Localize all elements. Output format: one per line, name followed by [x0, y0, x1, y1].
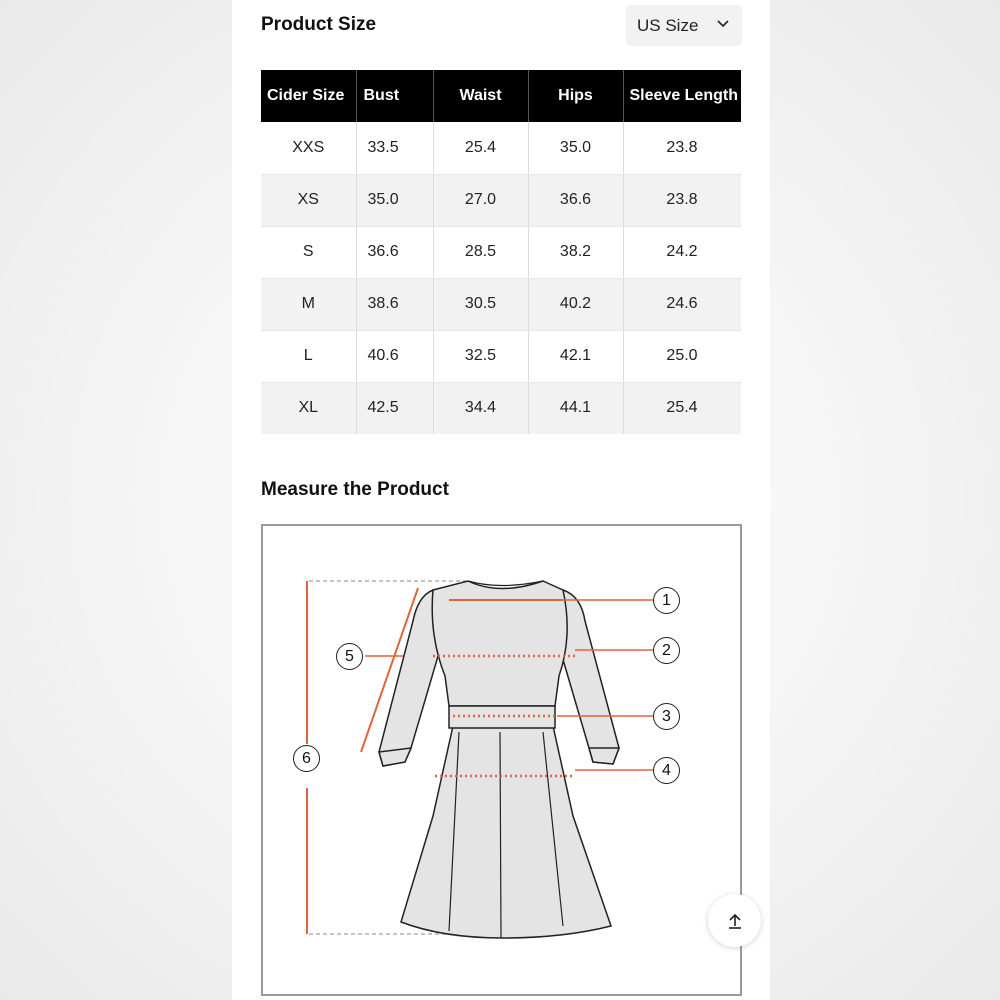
table-cell: 25.4: [433, 122, 528, 174]
table-row: [261, 174, 741, 226]
callout-1: 1: [653, 587, 680, 614]
table-cell: 36.6: [356, 226, 433, 278]
table-cell: 24.2: [623, 226, 741, 278]
table-cell: 40.6: [356, 330, 433, 382]
callout-4: 4: [653, 757, 680, 784]
table-cell: 23.8: [623, 122, 741, 174]
column-header: Hips: [528, 70, 623, 122]
measure-diagram: [261, 524, 742, 996]
scroll-to-top-button[interactable]: [708, 894, 761, 947]
table-cell: 36.6: [528, 174, 623, 226]
size-table: [261, 70, 741, 434]
table-cell: 35.0: [356, 174, 433, 226]
page-title: Product Size: [261, 14, 377, 35]
column-header: Bust: [356, 70, 433, 122]
table-cell: 35.0: [528, 122, 623, 174]
table-row: [261, 330, 741, 382]
table-cell: 25.4: [623, 382, 741, 434]
measure-section-title: Measure the Product: [261, 479, 449, 500]
table-header-row: [261, 70, 741, 122]
table-cell: 40.2: [528, 278, 623, 330]
table-cell: 25.0: [623, 330, 741, 382]
callout-6: 6: [293, 745, 320, 772]
table-cell: 27.0: [433, 174, 528, 226]
table-cell: XS: [261, 174, 356, 226]
column-header: Waist: [433, 70, 528, 122]
table-cell: 24.6: [623, 278, 741, 330]
size-unit-value: US Size: [637, 15, 699, 35]
callout-2: 2: [653, 637, 680, 664]
table-cell: 44.1: [528, 382, 623, 434]
table-cell: 38.2: [528, 226, 623, 278]
table-row: [261, 382, 741, 434]
table-cell: S: [261, 226, 356, 278]
table-cell: M: [261, 278, 356, 330]
table-cell: 30.5: [433, 278, 528, 330]
column-header: Cider Size: [261, 70, 356, 122]
table-cell: 28.5: [433, 226, 528, 278]
table-cell: 34.4: [433, 382, 528, 434]
table-row: [261, 278, 741, 330]
table-cell: XXS: [261, 122, 356, 174]
table-cell: 23.8: [623, 174, 741, 226]
table-cell: 42.1: [528, 330, 623, 382]
callout-3: 3: [653, 703, 680, 730]
arrow-up-icon: [725, 911, 745, 931]
table-cell: XL: [261, 382, 356, 434]
table-cell: 42.5: [356, 382, 433, 434]
table-cell: 38.6: [356, 278, 433, 330]
table-row: [261, 226, 741, 278]
size-unit-select[interactable]: [626, 5, 742, 46]
column-header: Sleeve Length: [623, 70, 741, 122]
table-row: [261, 122, 741, 174]
callout-5: 5: [336, 643, 363, 670]
table-cell: 32.5: [433, 330, 528, 382]
chevron-down-icon: [716, 19, 730, 29]
table-cell: L: [261, 330, 356, 382]
table-cell: 33.5: [356, 122, 433, 174]
